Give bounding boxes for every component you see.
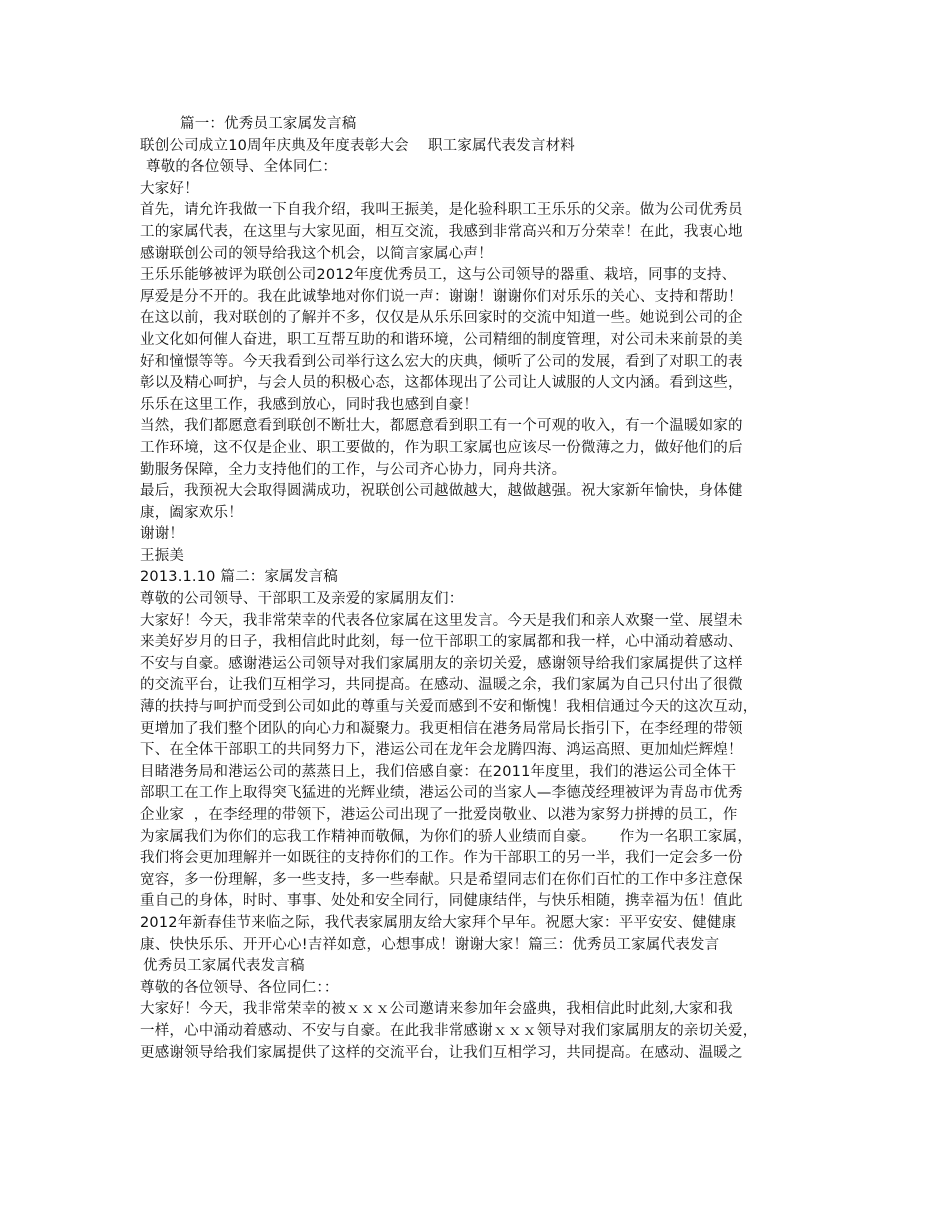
text-line: 尊敬的公司领导、干部职工及亲爱的家属朋友们： xyxy=(140,591,464,608)
text-line: 更感谢领导给我们家属提供了这样的交流平台，让我们互相学习，共同提高。在感动、温暖之 xyxy=(140,1044,743,1061)
text-line: 感谢联创公司的领导给我这个机会，以简言家属心声！ xyxy=(140,245,493,262)
text-line: 我们将会更加理解并一如既往的支持你们的工作。作为干部职工的另一半，我们一定会多一份 xyxy=(140,850,743,867)
text-line: 2012年新春佳节来临之际，我代表家属朋友给大家拜个早年。祝愿大家：平平安安、健健康 xyxy=(140,914,737,931)
text-line: 目睹港务局和港运公司的蒸蒸日上，我们倍感自豪：在2011年度里，我们的港运公司全体干 xyxy=(140,763,737,780)
signature-name: 王振美 xyxy=(140,547,185,564)
text-line: 尊敬的各位领导、各位同仁：： xyxy=(140,979,339,996)
text-line: 薄的扶持与呵护而受到公司如此的尊重与关爱而感到不安和惭愧！我相信通过今天的这次互动， xyxy=(140,699,758,716)
text-line: 在这以前，我对联创的了解并不多，仅仅是从乐乐回家时的交流中知道一些。她说到公司的企 xyxy=(140,310,743,327)
text-line: 的交流平台，让我们互相学习，共同提高。在感动、温暖之余，我们家属为自己只付出了很微 xyxy=(140,677,743,694)
text-line: 更增加了我们整个团队的向心力和凝聚力。我更相信在港务局常局长指引下，在李经理的带领 xyxy=(140,720,743,737)
text-line: 重自己的身体，时时、事事、处处和安全同行，同健康结伴，与快乐相随，携幸福为伍！值此 xyxy=(140,893,743,910)
text-line: 首先，请允许我做一下自我介绍，我叫王振美，是化验科职工王乐乐的父亲。做为公司优秀员 xyxy=(140,202,743,219)
text-line: 厚爱是分不开的。我在此诚挚地对你们说一声：谢谢！谢谢你们对乐乐的关心、支持和帮助！ xyxy=(140,288,743,305)
section-title-1: 篇一：优秀员工家属发言稿 xyxy=(180,116,357,132)
text-line: 业文化如何催人奋进，职工互帮互助的和谐环境，公司精细的制度管理，对公司未来前景的美 xyxy=(140,331,743,348)
text-line: 工作环境，这不仅是企业、职工要做的，作为职工家属也应该尽一份微薄之力，做好他们的后 xyxy=(140,439,743,456)
text-line: 不安与自豪。感谢港运公司领导对我们家属朋友的亲切关爱，感谢领导给我们家属提供了这样 xyxy=(140,655,743,672)
text-line: 彰以及精心呵护，与会人员的积极心态，这都体现出了公司让人诚服的人文内涵。看到这些， xyxy=(140,375,743,392)
text-line: 来美好岁月的日子，我相信此时此刻，每一位干部职工的家属都和我一样，心中涌动着感动、 xyxy=(140,634,743,651)
document-page xyxy=(140,114,820,1064)
text-line: 下、在全体干部职工的共同努力下，港运公司在龙年会龙腾四海、鸿运高照、更加灿烂辉煌！ xyxy=(140,742,743,759)
text-line: 大家好！今天，我非常荣幸的被ｘｘｘ公司邀请来参加年会盛典，我相信此时此刻,大家和我 xyxy=(140,1001,733,1018)
text-line: 谢谢！ xyxy=(140,526,185,543)
section-title-3: 优秀员工家属代表发言稿 xyxy=(143,958,305,975)
text-line: 好和憧憬等等。今天我看到公司举行这么宏大的庆典，倾听了公司的发展，看到了对职工的表 xyxy=(140,353,743,370)
text-line: 大家好！今天，我非常荣幸的代表各位家属在这里发言。今天是我们和亲人欢聚一堂、展望未 xyxy=(140,612,743,629)
subtitle: 联创公司成立10周年庆典及年度表彰大会 职工家属代表发言材料 xyxy=(140,137,575,154)
text-line: 工的家属代表，在这里与大家见面，相互交流，我感到非常高兴和万分荣幸！在此，我衷心地 xyxy=(140,223,743,240)
text-line: 勤服务保障，全力支持他们的工作，与公司齐心协力，同舟共济。 xyxy=(140,461,567,478)
text-line: 一样，心中涌动着感动、不安与自豪。在此我非常感谢ｘｘｘ领导对我们家属朋友的亲切关爱， xyxy=(140,1022,758,1039)
text-line: 为家属我们为你们的忘我工作精神而敬佩，为你们的骄人业绩而自豪。 作为一名职工家属， xyxy=(140,828,753,845)
text-line: 王乐乐能够被评为联创公司2012年度优秀员工，这与公司领导的器重、栽培，同事的支持、 xyxy=(140,267,737,284)
text-line: 部职工在工作上取得突飞猛进的光辉业绩，港运公司的当家人—李德茂经理被评为青岛市优秀 xyxy=(140,785,743,802)
text-line: 宽容，多一份理解，多一些支持，多一些奉献。只是希望同志们在你们百忙的工作中多注意保 xyxy=(140,871,743,888)
text-line: 企业家 ，在李经理的带领下，港运公司出现了一批爱岗敬业、以港为家努力拼搏的员工，作 xyxy=(140,807,738,823)
text-line: 康、快快乐乐、开开心心!吉祥如意，心想事成！谢谢大家！篇三：优秀员工家属代表发言 xyxy=(140,936,720,953)
text-line: 乐乐在这里工作，我感到放心，同时我也感到自豪！ xyxy=(140,396,479,413)
text-line: 大家好！ xyxy=(140,180,199,197)
text-line: 当然，我们都愿意看到联创不断壮大，都愿意看到职工有一个可观的收入，有一个温暖如家的 xyxy=(140,418,743,435)
salutation: 尊敬的各位领导、全体同仁： xyxy=(146,159,338,176)
date-and-section-title-2: 2013.1.10 篇二：家属发言稿 xyxy=(140,569,339,586)
text-line: 康，阖家欢乐！ xyxy=(140,504,243,521)
text-line: 最后，我预祝大会取得圆满成功，祝联创公司越做越大，越做越强。祝大家新年愉快，身体健 xyxy=(140,483,743,500)
